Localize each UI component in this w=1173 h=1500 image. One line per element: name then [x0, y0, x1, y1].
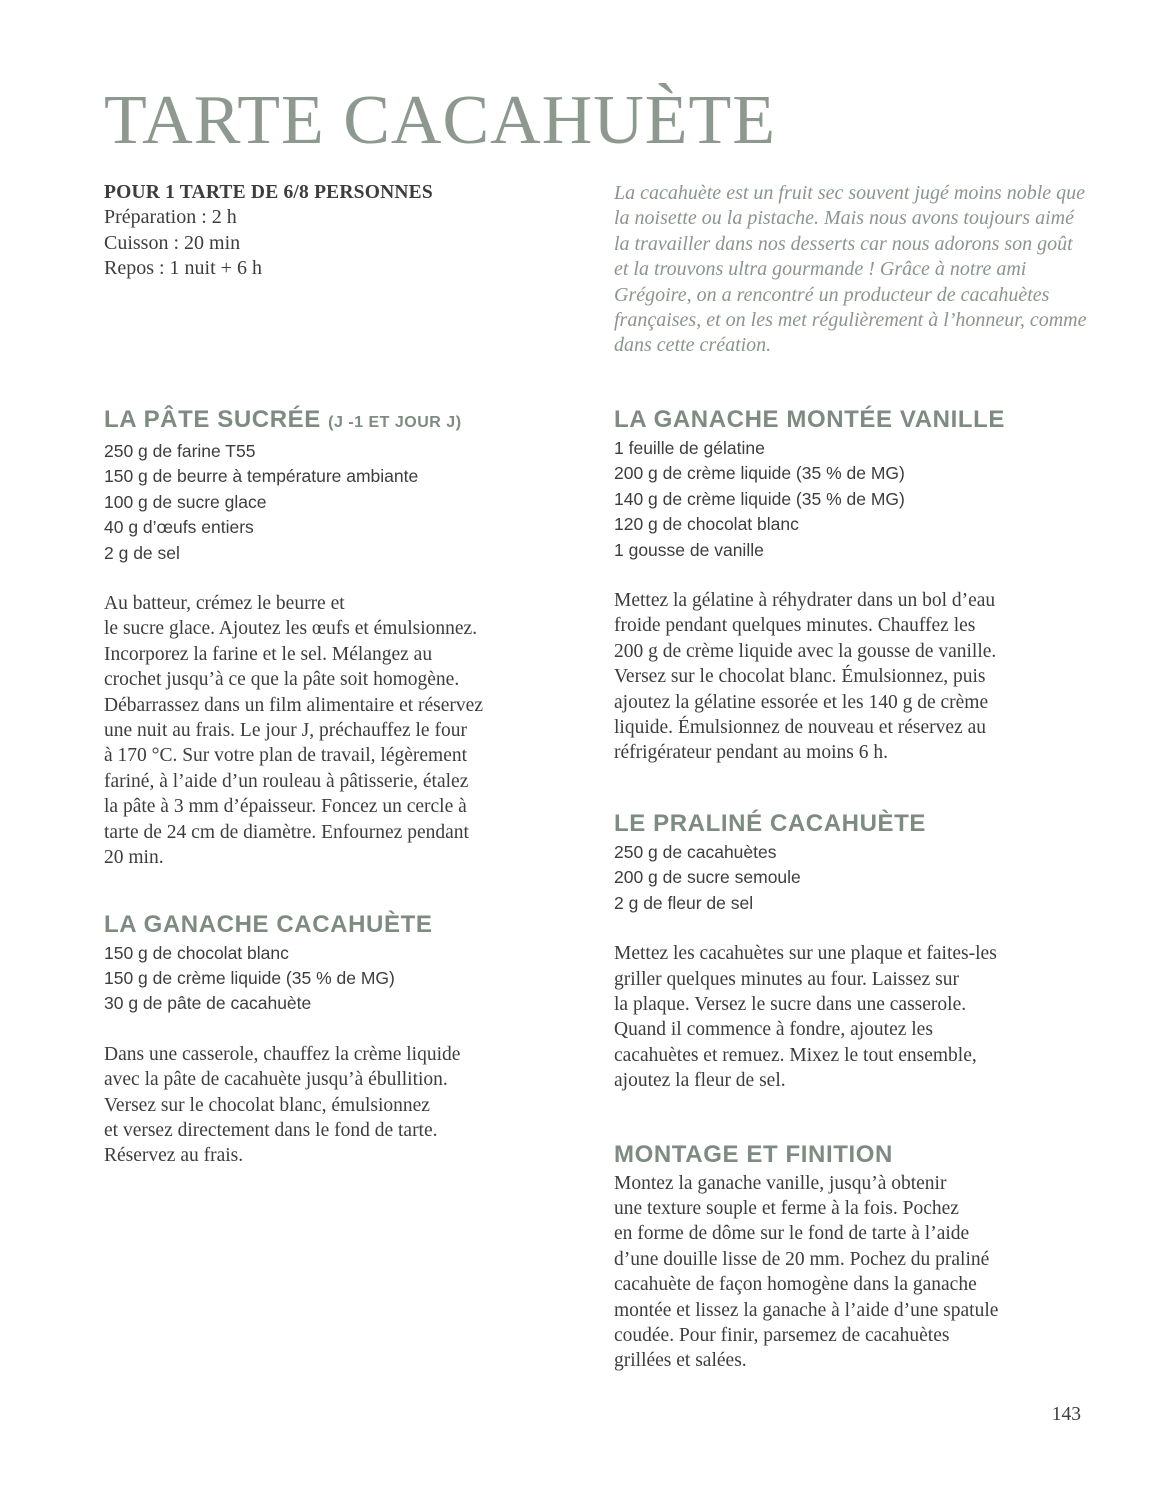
ingredient-item: 150 g de crème liquide (35 % de MG) — [104, 967, 395, 988]
ingredient-item: 150 g de beurre à température ambiante — [104, 466, 419, 487]
instruction-line: d’une douille lisse de 20 mm. Pochez du praliné — [614, 1248, 990, 1270]
instruction-line: liquide. Émulsionnez de nouveau et réservez au — [614, 717, 986, 739]
ingredient-item: 1 gousse de vanille — [614, 539, 764, 560]
ingredient-item: 150 g de chocolat blanc — [104, 942, 289, 963]
section-heading: LE PRALINÉ CACAHUÈTE — [614, 809, 927, 837]
instruction-line: cacahuètes et remuez. Mixez le tout ensemble, — [614, 1044, 977, 1066]
ingredient-list — [104, 439, 574, 566]
instructions — [614, 941, 1084, 1093]
heading-subtext: (J -1 ET JOUR J) — [328, 414, 462, 431]
instruction-line: Réservez au frais. — [104, 1145, 244, 1167]
section-heading: LA GANACHE CACAHUÈTE — [104, 910, 433, 938]
instructions — [614, 1171, 1084, 1374]
instructions — [614, 588, 1084, 766]
instruction-line: en forme de dôme sur le fond de tarte à l’aide — [614, 1223, 970, 1245]
instruction-line: 200 g de crème liquide avec la gousse de vanille. — [614, 640, 997, 662]
instruction-line: froide pendant quelques minutes. Chauffez les — [614, 615, 976, 637]
instruction-line: Mettez la gélatine à réhydrater dans un bol d’eau — [614, 590, 996, 612]
intro-text: La cacahuète est un fruit sec souvent jugé moins noble que la noisette ou la pistache. Mais nous avons toujours aimé la travailler dans nos desserts car nous adorons son goût et la trouvons ultra gourmande ! Grâce à notre ami Grégoire, on a rencontré un producteur de cacahuètes françaises, et on les met régulièrement à l’honneur, comme dans cette création. — [614, 182, 1087, 357]
ingredient-item: 2 g de sel — [104, 542, 180, 563]
heading-text: LA PÂTE SUCRÉE — [104, 406, 321, 433]
instruction-line: la plaque. Versez le sucre dans une casserole. — [614, 993, 967, 1015]
instruction-line: montée et lissez la ganache à l’aide d’une spatule — [614, 1299, 999, 1321]
ingredient-item: 200 g de sucre semoule — [614, 867, 801, 888]
preparation-time: Préparation : 2 h — [104, 206, 237, 229]
ingredient-list — [614, 840, 1084, 916]
section-montage — [614, 1139, 1084, 1374]
instruction-line: Quand il commence à fondre, ajoutez les — [614, 1019, 933, 1041]
section-pate-sucree — [104, 404, 574, 871]
ingredient-list — [104, 941, 574, 1017]
ingredient-item: 30 g de pâte de cacahuète — [104, 993, 312, 1014]
instruction-line: à 170 °C. Sur votre plan de travail, légèrement — [104, 745, 468, 767]
instruction-line: réfrigérateur pendant au moins 6 h. — [614, 742, 888, 764]
instructions — [104, 1042, 574, 1169]
instruction-line: Montez la ganache vanille, jusqu’à obtenir — [614, 1172, 947, 1194]
instruction-line: Versez sur le chocolat blanc, émulsionnez — [104, 1094, 430, 1116]
page-title: TARTE CACAHUÈTE — [104, 82, 777, 159]
instruction-line: Débarrassez dans un film alimentaire et réservez — [104, 694, 483, 716]
instruction-line: griller quelques minutes au four. Laissez sur — [614, 968, 959, 990]
instruction-line: et versez directement dans le fond de tarte. — [104, 1119, 438, 1141]
instruction-line: la pâte à 3 mm d’épaisseur. Foncez un cercle à — [104, 796, 467, 818]
section-heading: LA GANACHE MONTÉE VANILLE — [614, 406, 1005, 433]
ingredient-item: 250 g de farine T55 — [104, 441, 256, 461]
serving-info: POUR 1 TARTE DE 6/8 PERSONNES — [104, 182, 433, 203]
instruction-line: une nuit au frais. Le jour J, préchauffez le four — [104, 720, 467, 742]
instruction-line: fariné, à l’aide d’un rouleau à pâtisserie, étalez — [104, 770, 469, 792]
instruction-line: Mettez les cacahuètes sur une plaque et faites-les — [614, 943, 997, 965]
ingredient-item: 250 g de cacahuètes — [614, 841, 777, 862]
ingredient-item: 2 g de fleur de sel — [614, 892, 754, 913]
section-heading: MONTAGE ET FINITION — [614, 1140, 893, 1168]
section-ganache-vanille — [614, 404, 1084, 766]
ingredient-item: 120 g de chocolat blanc — [614, 514, 799, 535]
instructions — [104, 591, 574, 870]
instruction-line: coudée. Pour finir, parsemez de cacahuètes — [614, 1324, 950, 1346]
ingredient-item: 40 g d’œufs entiers — [104, 517, 254, 538]
page-number: 143 — [1051, 1404, 1081, 1425]
instruction-line: crochet jusqu’à ce que la pâte soit homogène. — [104, 669, 460, 691]
instruction-line: grillées et salées. — [614, 1350, 747, 1372]
ingredient-list — [614, 436, 1084, 563]
instruction-line: cacahuète de façon homogène dans la ganache — [614, 1274, 977, 1296]
resting-time: Repos : 1 nuit + 6 h — [104, 257, 262, 280]
instruction-line: avec la pâte de cacahuète jusqu’à ébullition. — [104, 1069, 448, 1091]
instruction-line: ajoutez la gélatine essorée et les 140 g de crème — [614, 691, 989, 713]
left-column — [104, 404, 574, 1169]
recipe-meta — [104, 180, 544, 282]
ingredient-item: 1 feuille de gélatine — [614, 438, 765, 458]
cooking-time: Cuisson : 20 min — [104, 231, 241, 254]
instruction-line: une texture souple et ferme à la fois. Pochez — [614, 1197, 959, 1219]
instruction-line: le sucre glace. Ajoutez les œufs et émulsionnez. — [104, 618, 478, 640]
ingredient-item: 140 g de crème liquide (35 % de MG) — [614, 488, 905, 509]
ingredient-item: 200 g de crème liquide (35 % de MG) — [614, 463, 905, 484]
instruction-line: Versez sur le chocolat blanc. Émulsionnez, puis — [614, 666, 986, 688]
section-heading — [104, 404, 574, 439]
right-column — [614, 404, 1084, 1374]
instruction-line: tarte de 24 cm de diamètre. Enfournez pendant — [104, 821, 469, 843]
instruction-line: 20 min. — [104, 847, 164, 869]
instruction-line: Dans une casserole, chauffez la crème liquide — [104, 1043, 461, 1065]
section-ganache-cacahuete — [104, 909, 574, 1169]
instruction-line: Incorporez la farine et le sel. Mélangez au — [104, 643, 433, 665]
section-praline — [614, 808, 1084, 1094]
instruction-line: Au batteur, crémez le beurre et — [104, 593, 345, 615]
ingredient-item: 100 g de sucre glace — [104, 491, 267, 512]
instruction-line: ajoutez la fleur de sel. — [614, 1070, 786, 1092]
